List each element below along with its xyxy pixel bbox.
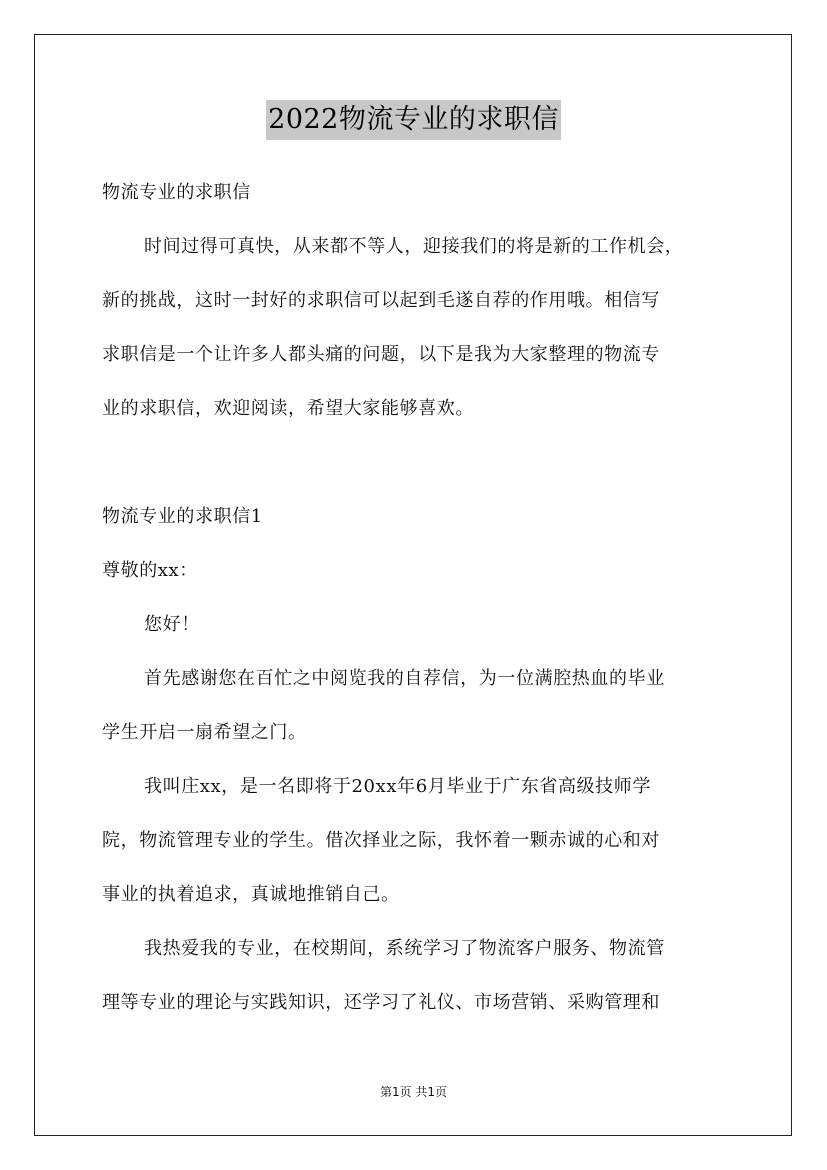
paragraph-line: 首先感谢您在百忙之中阅览我的自荐信，为一位满腔热血的毕业: [144, 668, 665, 689]
subtitle: 物流专业的求职信: [102, 182, 251, 203]
intro-line: 业的求职信，欢迎阅读，希望大家能够喜欢。: [102, 398, 474, 419]
title-container: [0, 100, 827, 140]
blank-line: [102, 436, 728, 490]
paragraph-line: 我叫庄xx，是一名即将于20xx年6月毕业于广东省高级技师学: [144, 776, 651, 797]
intro-line: 时间过得可真快，从来都不等人，迎接我们的将是新的工作机会，: [144, 236, 684, 257]
page-number: 第1页 共1页: [379, 1085, 448, 1099]
paragraph-line: 院，物流管理专业的学生。借次择业之际，我怀着一颗赤诚的心和对: [102, 830, 660, 851]
paragraph-line: 事业的执着追求，真诚地推销自己。: [102, 884, 400, 905]
paragraph-line: 学生开启一扇希望之门。: [102, 722, 307, 743]
page-footer: [0, 1083, 827, 1100]
intro-line: 求职信是一个让许多人都头痛的问题，以下是我为大家整理的物流专: [102, 344, 660, 365]
paragraph-line: 我热爱我的专业，在校期间，系统学习了物流客户服务、物流管: [144, 938, 665, 959]
salutation: 尊敬的xx：: [102, 560, 198, 581]
section-heading: 物流专业的求职信1: [102, 506, 263, 527]
document-body: [102, 166, 728, 1030]
document-title: 2022物流专业的求职信: [266, 100, 561, 140]
intro-line: 新的挑战，这时一封好的求职信可以起到毛遂自荐的作用哦。相信写: [102, 290, 660, 311]
greeting: 您好！: [144, 614, 200, 635]
paragraph-line: 理等专业的理论与实践知识，还学习了礼仪、市场营销、采购管理和: [102, 992, 660, 1013]
